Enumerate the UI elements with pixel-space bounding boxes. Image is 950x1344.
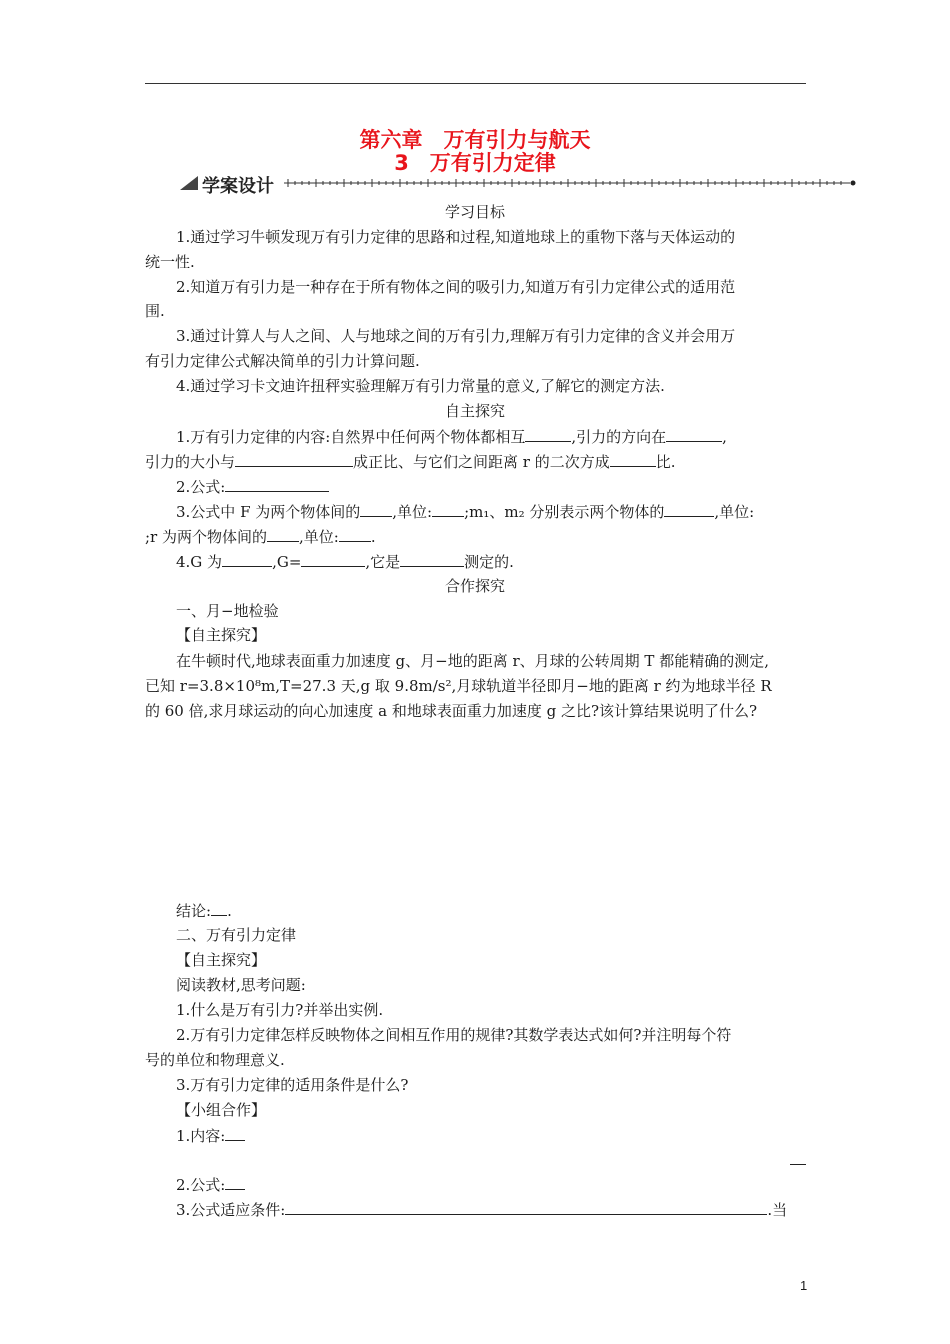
banner-label: 学案设计 (202, 176, 274, 197)
goal-line: 2.知道万有引力是一种存在于所有物体之间的吸引力,知道万有引力定律公式的适用范 (176, 278, 736, 296)
goal-line: 1.通过学习牛顿发现万有引力定律的思路和过程,知道地球上的重物下落与天体运动的 (176, 228, 736, 246)
group-item-1: 1.内容: (176, 1125, 810, 1146)
blank-field[interactable] (267, 526, 299, 542)
blank-field[interactable] (211, 900, 227, 916)
part-1-heading: 一、月−地检验 (176, 602, 279, 620)
tag-self-study: 【自主探究】 (176, 626, 267, 644)
header-rule (145, 83, 806, 84)
blank-field-tail[interactable] (790, 1164, 806, 1165)
group-item-2: 2.公式: (176, 1174, 810, 1195)
blank-field[interactable] (301, 551, 365, 567)
blank-field[interactable] (339, 526, 371, 542)
tag-group-work: 【小组合作】 (176, 1101, 267, 1119)
section-title: 3 万有引力定律 (394, 151, 556, 175)
blank-field[interactable] (222, 551, 272, 567)
self-study-heading: 自主探究 (444, 402, 505, 420)
tag-self-study: 【自主探究】 (176, 951, 267, 969)
reading-question: 2.万有引力定律怎样反映物体之间相互作用的规律?其数学表达式如何?并注明每个符 (176, 1026, 732, 1044)
question-3: 3.公式中 F 为两个物体间的 ,单位: ;m₁、m₂ 分别表示两个物体的 ,单位: (176, 503, 755, 521)
blank-field[interactable] (225, 1174, 245, 1190)
paragraph-line: 在牛顿时代,地球表面重力加速度 g、月−地的距离 r、月球的公转周期 T 都能精确的测定, (176, 652, 769, 670)
blank-field[interactable] (610, 451, 656, 467)
goal-line: 围. (145, 302, 165, 320)
goal-line: 有引力定律公式解决简单的引力计算问题. (145, 352, 420, 370)
goals-heading: 学习目标 (444, 203, 505, 221)
blank-field[interactable] (666, 426, 722, 442)
blank-field[interactable] (235, 451, 353, 467)
conclusion: 结论: . (176, 902, 232, 920)
blank-field[interactable] (525, 426, 571, 442)
blank-field[interactable] (360, 501, 392, 517)
question-1-cont: 引力的大小与 成正比、与它们之间距离 r 的二次方成 比. (145, 453, 676, 471)
page-number: 1 (800, 1278, 808, 1293)
goal-line: 3.通过计算人与人之间、人与地球之间的万有引力,理解万有引力定律的含义并会用万 (176, 327, 736, 345)
blank-field[interactable] (225, 476, 329, 492)
blank-field[interactable] (225, 1125, 245, 1141)
coop-heading: 合作探究 (444, 577, 505, 595)
paragraph-line: 的 60 倍,求月球运动的向心加速度 a 和地球表面重力加速度 g 之比?该计算结果说明了什么? (145, 702, 758, 720)
section-banner (178, 172, 858, 197)
reading-question: 1.什么是万有引力?并举出实例. (176, 1001, 384, 1019)
part-2-heading: 二、万有引力定律 (176, 926, 297, 944)
question-4: 4.G 为 ,G= ,它是 测定的. (176, 553, 514, 571)
blank-field[interactable] (432, 501, 464, 517)
question-2: 2.公式: (176, 476, 810, 497)
paragraph-line: 已知 r=3.8×10⁸m,T=27.3 天,g 取 9.8m/s²,月球轨道半径即月−地的距离 r 约为地球半径 R (145, 677, 772, 695)
banner-ruler-icon (178, 172, 858, 194)
blank-field[interactable] (664, 501, 714, 517)
question-3-cont: ;r 为两个物体间的 ,单位: . (145, 528, 376, 546)
blank-field[interactable] (400, 551, 464, 567)
chapter-title: 第六章 万有引力与航天 (359, 128, 591, 152)
reading-question-cont: 号的单位和物理意义. (145, 1051, 285, 1069)
goal-line: 统一性. (145, 253, 195, 271)
question-1: 1.万有引力定律的内容:自然界中任何两个物体都相互 ,引力的方向在 , (176, 428, 727, 446)
reading-question: 3.万有引力定律的适用条件是什么? (176, 1076, 409, 1094)
blank-field[interactable] (285, 1199, 767, 1215)
reading-prompt: 阅读教材,思考问题: (176, 976, 306, 994)
group-item-3: 3.公式适应条件: .当 (176, 1201, 788, 1219)
goal-line: 4.通过学习卡文迪许扭秤实验理解万有引力常量的意义,了解它的测定方法. (176, 377, 665, 395)
